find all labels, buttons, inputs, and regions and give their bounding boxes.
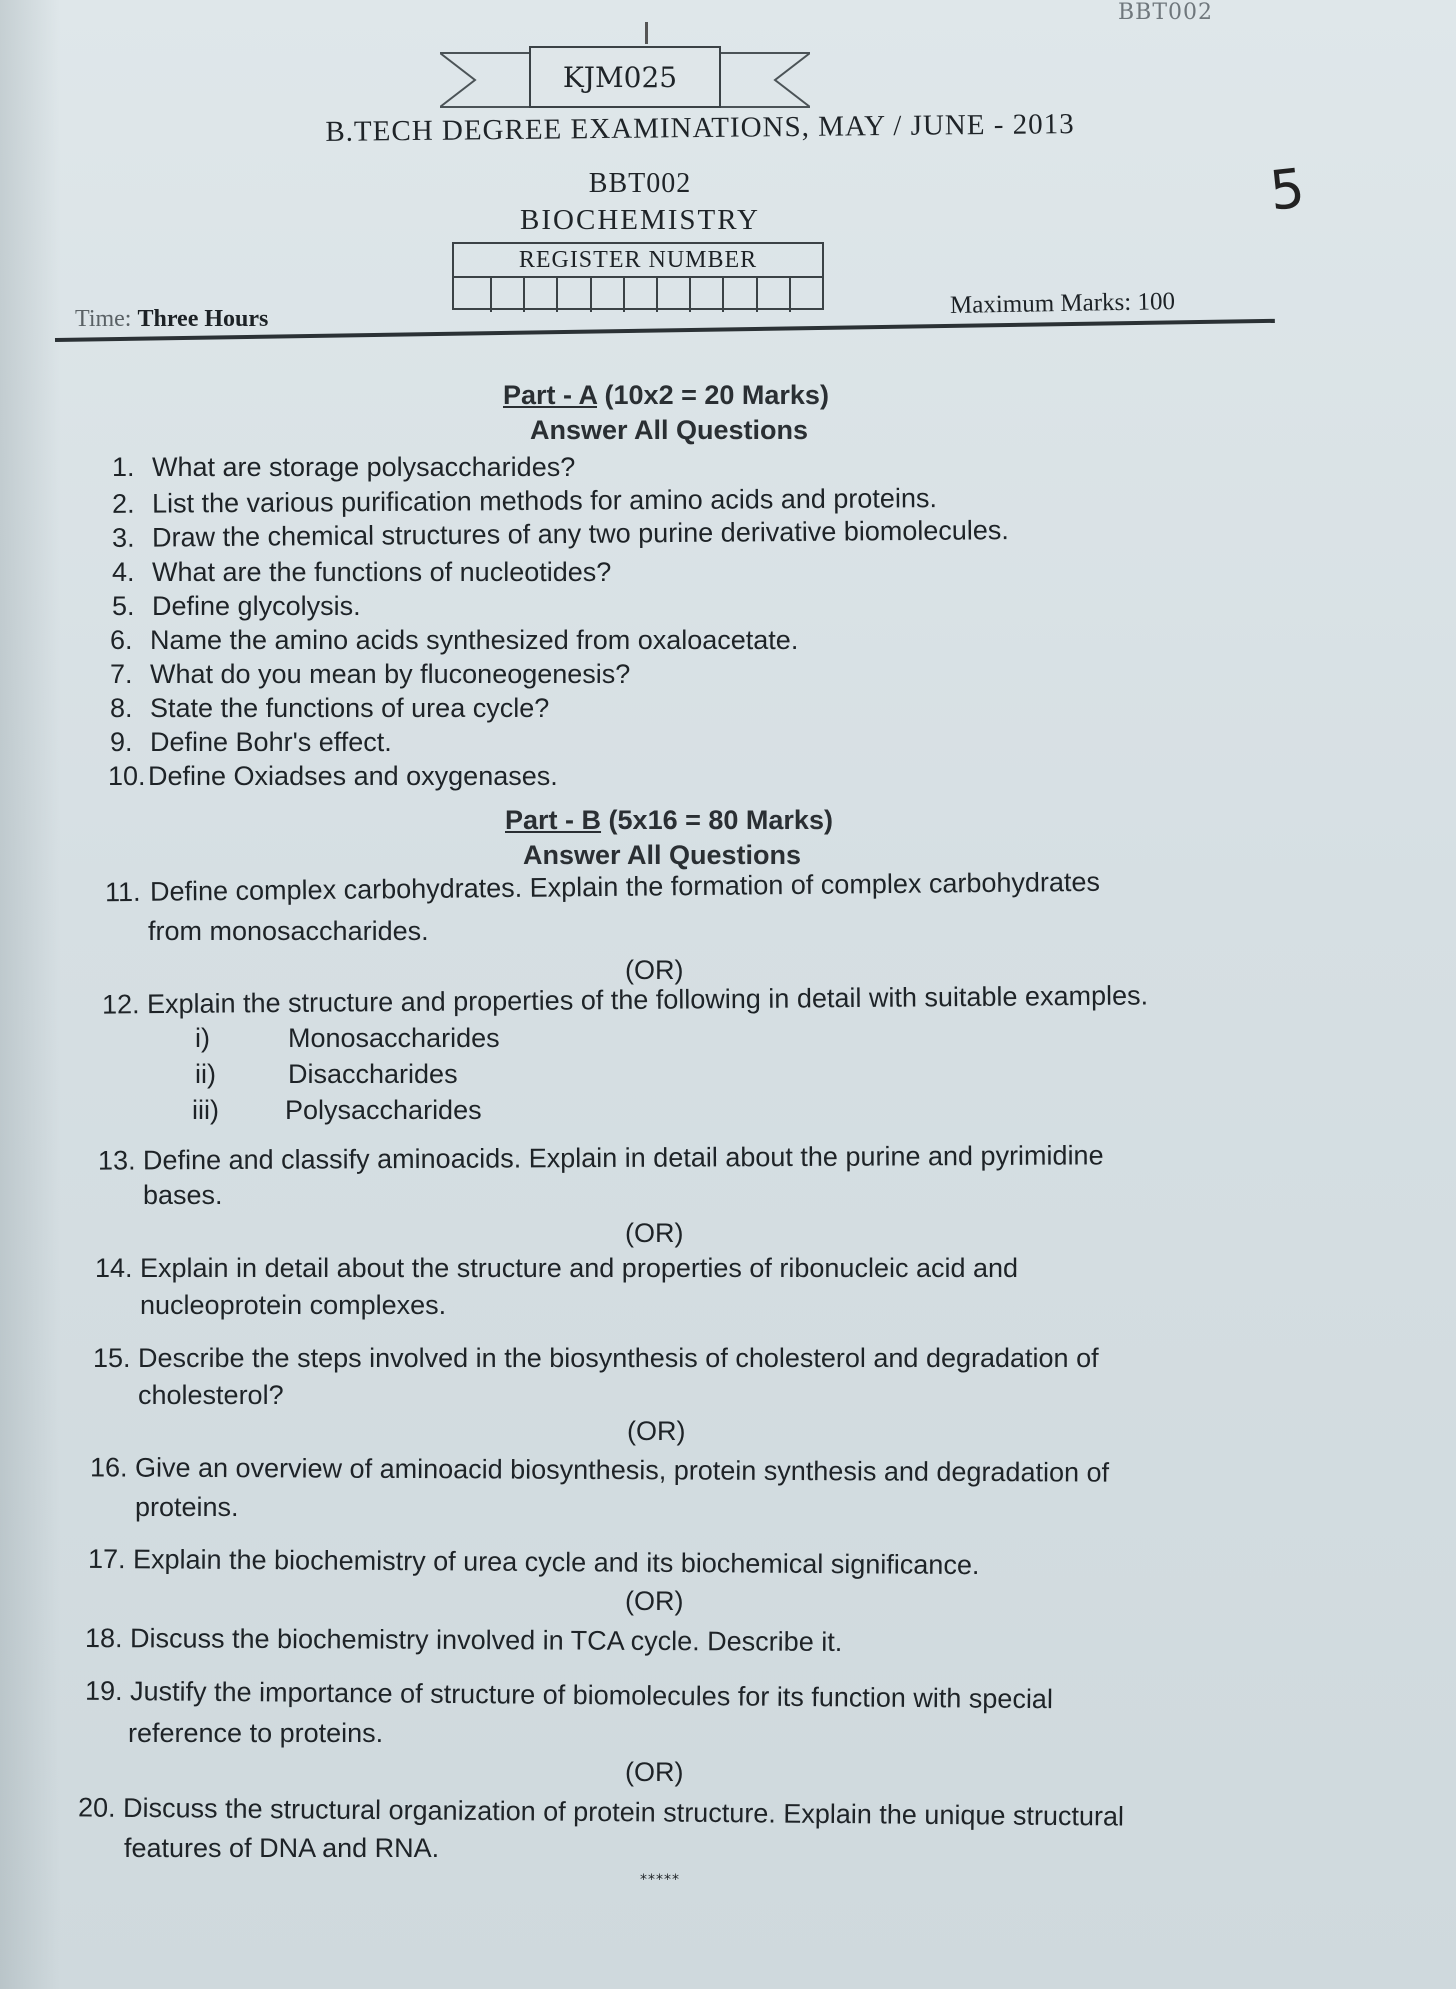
question-20: 20. Discuss the structural organization of protein structure. Explain the unique structural	[77, 1792, 1125, 1832]
question-7: 7. What do you mean by fluconeogenesis?	[110, 659, 631, 689]
question-18: 18. Discuss the biochemistry involved in TCA cycle. Describe it.	[84, 1623, 843, 1657]
register-cell	[689, 278, 722, 312]
question-16-cont: proteins.	[135, 1492, 239, 1522]
maximum-marks: Maximum Marks: 100	[949, 288, 1176, 319]
question-10: 10.Define Oxiadses and oxygenases.	[108, 761, 558, 791]
part-a-instruction: Answer All Questions	[530, 415, 809, 445]
time-prefix: Time:	[75, 306, 132, 332]
part-b-instruction: Answer All Questions	[523, 840, 802, 870]
sub-item-3: iii) Polysaccharides	[192, 1095, 482, 1125]
or-label: (OR)	[625, 1586, 684, 1616]
question-13: 13. Define and classify aminoacids. Explain in detail about the purine and pyrimidine	[97, 1140, 1104, 1176]
question-15-cont: cholesterol?	[138, 1380, 284, 1410]
or-label: (OR)	[625, 1218, 684, 1248]
question-19: 19. Justify the importance of structure of biomolecules for its function with special	[84, 1675, 1054, 1715]
question-14: 14. Explain in detail about the structure and properties of ribonucleic acid and	[95, 1253, 1019, 1283]
register-cell	[523, 278, 556, 312]
question-13-cont: bases.	[143, 1180, 223, 1210]
course-code: BBT002	[588, 168, 692, 199]
question-12: 12. Explain the structure and properties of the following in detail with suitable examples.	[101, 980, 1149, 1020]
register-number-cells	[454, 278, 822, 312]
question-19-cont: reference to proteins.	[128, 1718, 384, 1748]
handwritten-mark: 5	[1266, 156, 1308, 223]
question-20-cont: features of DNA and RNA.	[124, 1833, 440, 1863]
register-number-label: REGISTER NUMBER	[454, 244, 822, 278]
sub-item-1: i) Monosaccharides	[195, 1023, 500, 1053]
question-8: 8. State the functions of urea cycle?	[110, 693, 550, 723]
question-16: 16. Give an overview of aminoacid biosynthesis, protein synthesis and degradation of	[89, 1452, 1110, 1488]
part-a-title: Part - A	[503, 380, 598, 410]
question-15: 15. Describe the steps involved in the biosynthesis of cholesterol and degradation of	[93, 1343, 1099, 1373]
question-4: 4. What are the functions of nucleotides?	[112, 557, 612, 587]
part-b-marks: (5x16 = 80 Marks)	[608, 805, 833, 835]
register-number-box	[452, 242, 824, 310]
time-allowed	[75, 306, 268, 333]
sub-item-2: ii) Disaccharides	[195, 1059, 458, 1089]
subject-name: BIOCHEMISTRY	[520, 204, 760, 236]
question-9: 9. Define Bohr's effect.	[110, 727, 392, 757]
time-value: Three Hours	[137, 306, 269, 332]
code-banner	[440, 45, 810, 115]
question-17: 17. Explain the biochemistry of urea cycle and its biochemical significance.	[87, 1543, 980, 1581]
page-shadow	[0, 0, 60, 1989]
part-a-marks: (10x2 = 20 Marks)	[604, 380, 829, 410]
paper-code: KJM025	[562, 61, 678, 94]
exam-title: B.TECH DEGREE EXAMINATIONS, MAY / JUNE - 2013	[325, 108, 1075, 148]
register-cell	[722, 278, 755, 312]
register-cell	[490, 278, 523, 312]
register-cell	[556, 278, 589, 312]
or-label: (OR)	[625, 955, 684, 985]
question-14-cont: nucleoprotein complexes.	[140, 1290, 447, 1320]
register-cell	[623, 278, 656, 312]
corner-course-code: BBT002	[1118, 0, 1213, 25]
register-cell	[789, 278, 822, 312]
part-a-heading	[503, 380, 829, 411]
part-b-title: Part - B	[505, 805, 602, 835]
part-b-heading	[505, 805, 833, 836]
pen-mark	[645, 22, 648, 44]
or-label: (OR)	[625, 1757, 684, 1787]
register-cell	[590, 278, 623, 312]
register-cell	[656, 278, 689, 312]
question-3: 3. Draw the chemical structures of any two purine derivative biomolecules.	[111, 515, 1010, 553]
question-1: 1. What are storage polysaccharides?	[112, 452, 576, 482]
end-marker: *****	[640, 1872, 680, 1888]
question-6: 6. Name the amino acids synthesized from oxaloacetate.	[110, 625, 799, 655]
question-11-cont: from monosaccharides.	[148, 916, 429, 946]
question-2: 2. List the various purification methods for amino acids and proteins.	[111, 483, 938, 519]
register-cell	[756, 278, 789, 312]
question-11: 11. Define complex carbohydrates. Explain the formation of complex carbohydrates	[104, 866, 1101, 908]
question-5: 5. Define glycolysis.	[112, 591, 361, 621]
or-label: (OR)	[627, 1416, 686, 1446]
